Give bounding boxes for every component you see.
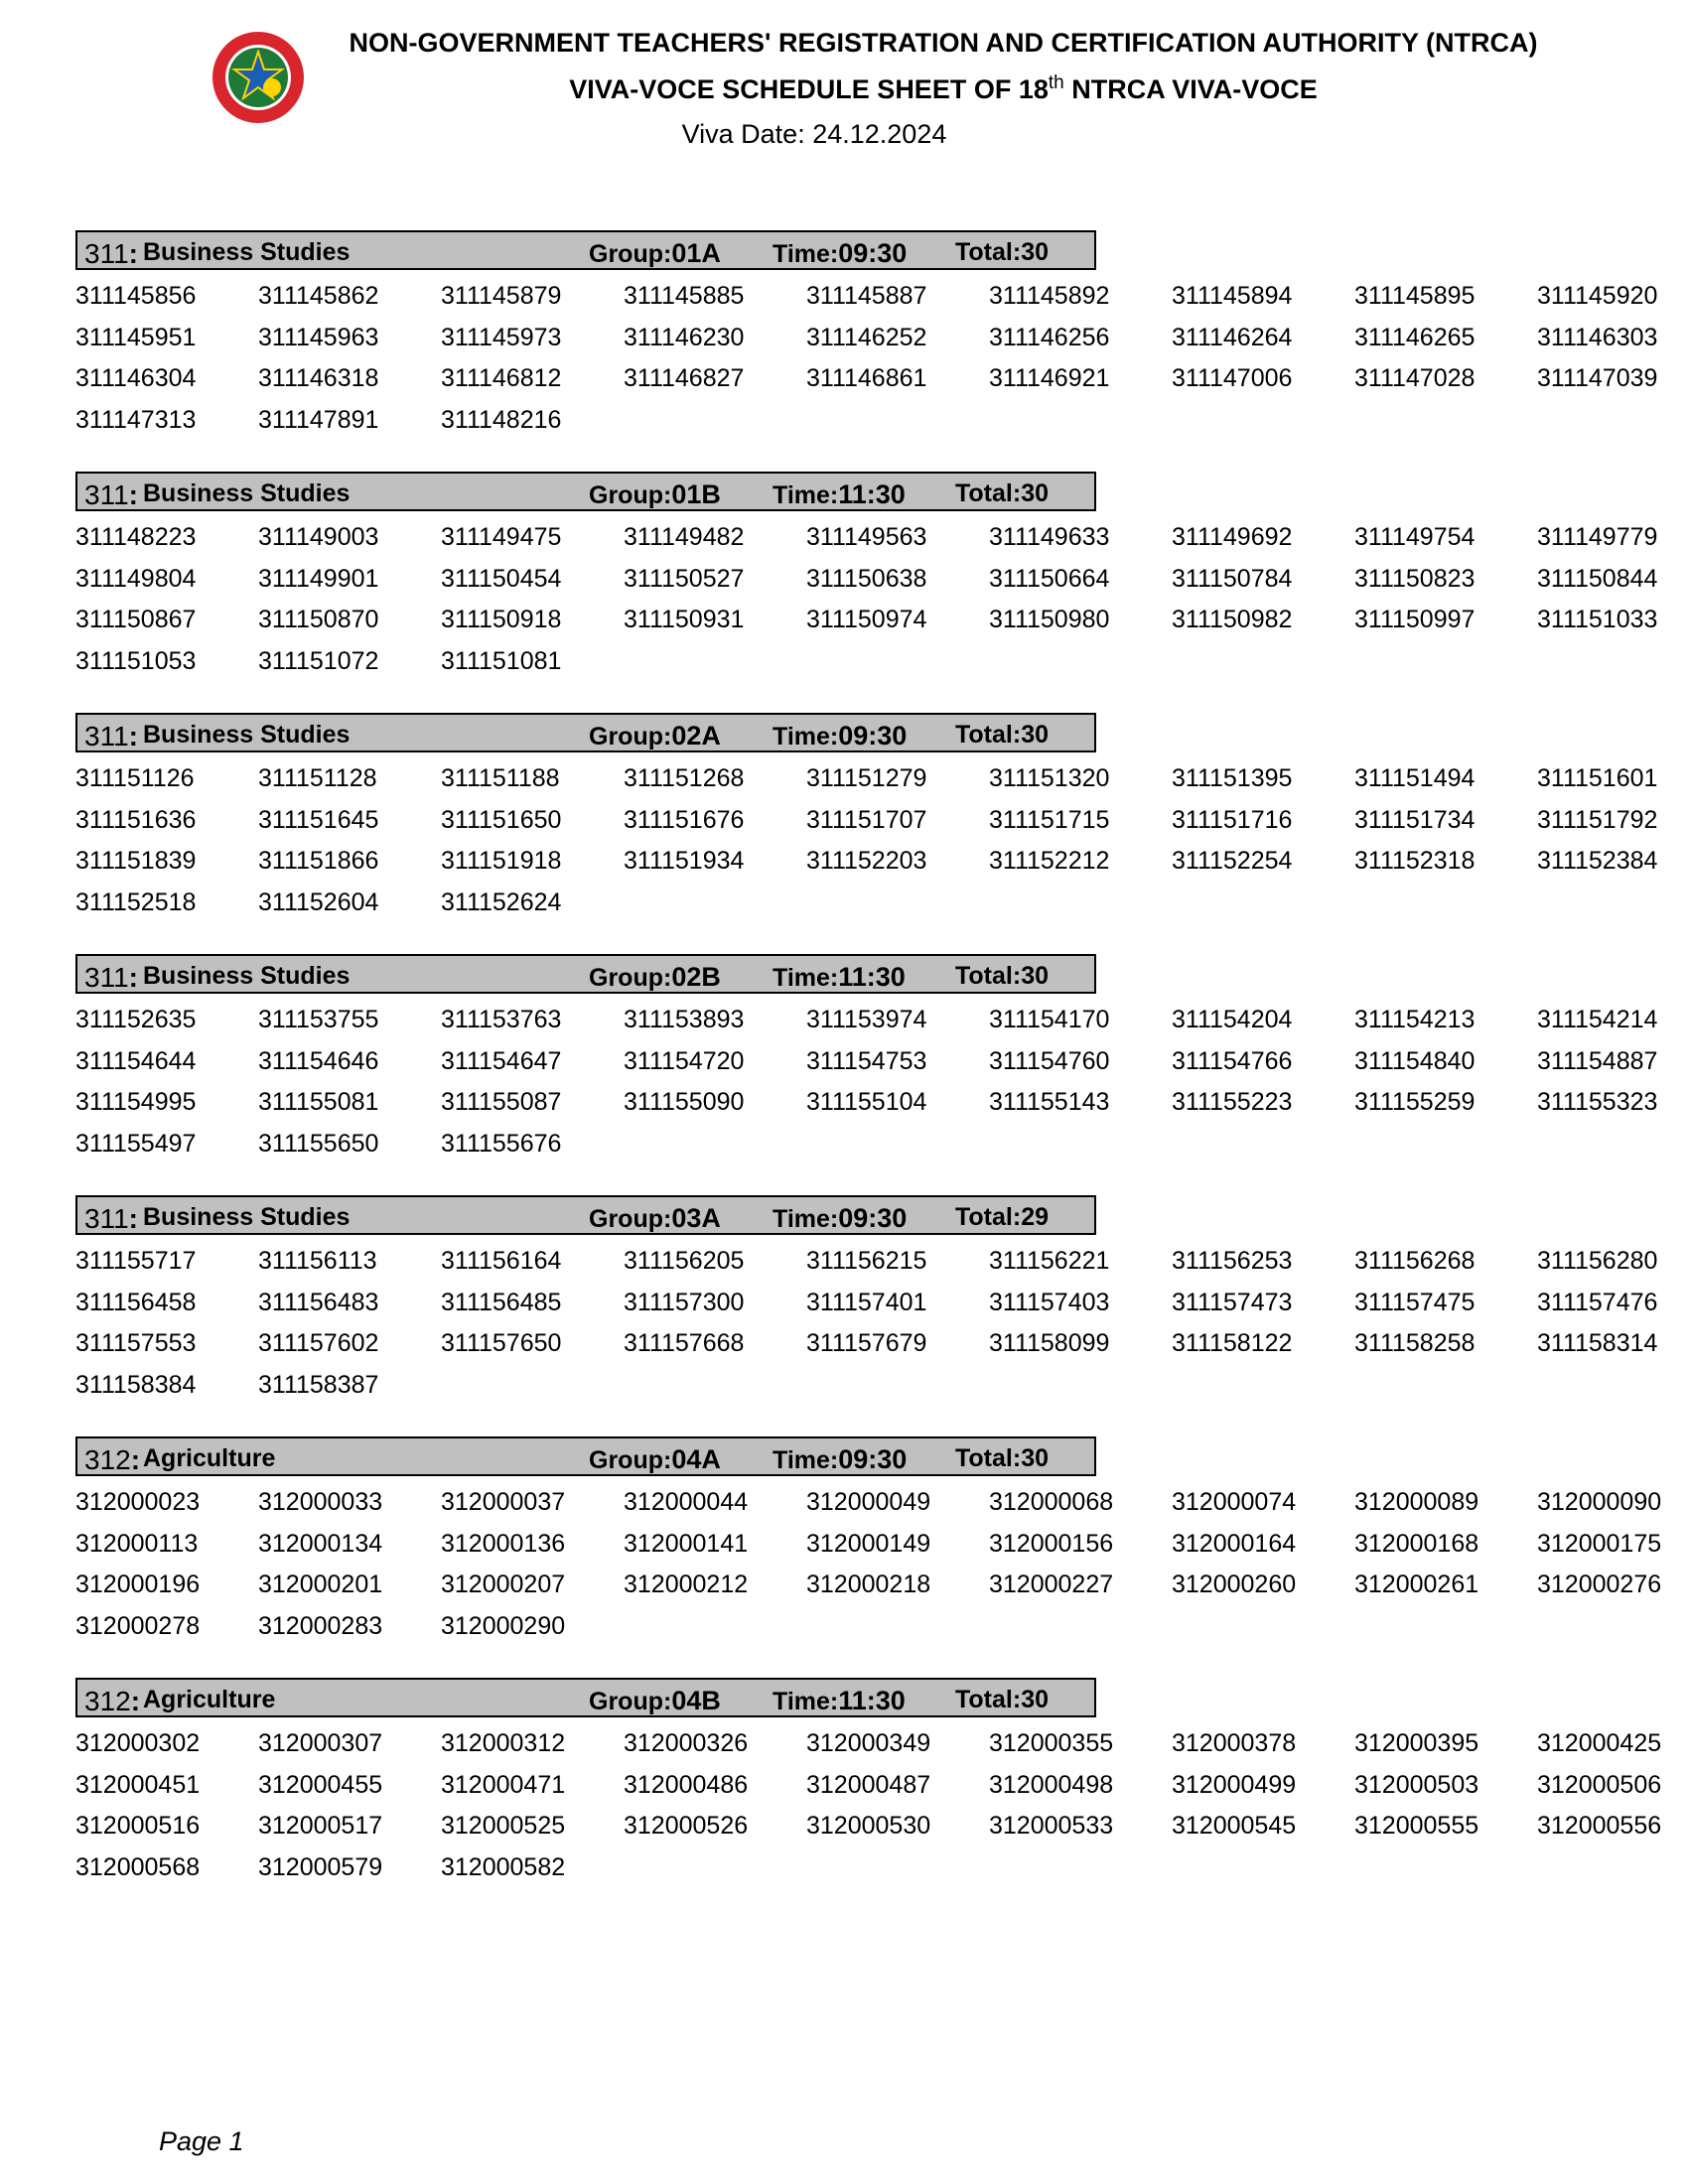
roll-number: 312000201 (258, 1570, 383, 1599)
ntrca-logo (211, 30, 306, 125)
roll-number: 312000049 (806, 1488, 931, 1516)
roll-number: 311149901 (258, 564, 379, 593)
roll-number: 311151395 (1172, 764, 1293, 792)
roll-number: 311151636 (75, 805, 197, 834)
roll-number: 312000568 (75, 1853, 201, 1882)
roll-number: 312000090 (1537, 1488, 1662, 1516)
roll-number: 312000312 (441, 1729, 566, 1757)
roll-number: 311146318 (258, 364, 379, 393)
roll-number: 312000113 (75, 1529, 199, 1558)
roll-number: 311151279 (806, 764, 927, 792)
schedule-title: VIVA-VOCE SCHEDULE SHEET OF 18th NTRCA VIVA-VOCE (569, 72, 1318, 104)
roll-number: 311155081 (258, 1088, 379, 1117)
time-field: Time:11:30 (773, 1686, 906, 1715)
section-header (75, 1195, 1096, 1235)
roll-number: 311149482 (624, 523, 745, 551)
roll-number: 311151707 (806, 805, 927, 834)
roll-number: 312000455 (258, 1770, 383, 1799)
roll-number: 312000545 (1172, 1812, 1297, 1841)
roll-number: 311158384 (75, 1371, 197, 1400)
roll-number: 311156113 (258, 1247, 377, 1275)
roll-number: 311154887 (1537, 1046, 1658, 1075)
roll-number: 311153763 (441, 1006, 562, 1033)
roll-number: 311149563 (806, 523, 927, 551)
roll-number: 311151866 (258, 847, 379, 876)
roll-list (75, 1723, 1664, 1889)
roll-number: 312000378 (1172, 1729, 1297, 1757)
roll-number: 311157679 (806, 1329, 927, 1358)
roll-number: 311150870 (258, 606, 379, 634)
roll-number: 311151188 (441, 764, 560, 792)
roll-number: 311152212 (989, 847, 1110, 876)
roll-number: 312000579 (258, 1853, 383, 1882)
roll-number: 311154170 (989, 1006, 1110, 1033)
total-field: Total:30 (955, 1444, 1049, 1472)
roll-number: 311157602 (258, 1329, 379, 1358)
roll-number: 312000395 (1354, 1729, 1479, 1757)
roll-number: 311155143 (989, 1088, 1110, 1117)
roll-number: 312000486 (624, 1770, 749, 1799)
roll-number: 311145973 (441, 323, 562, 351)
roll-number: 312000136 (441, 1529, 566, 1558)
page-number: Page 1 (159, 2126, 244, 2156)
roll-number: 311146827 (624, 364, 745, 393)
roll-number: 311148216 (441, 406, 562, 435)
roll-number: 312000276 (1537, 1570, 1662, 1599)
subject-name: Agriculture (143, 1444, 276, 1472)
roll-number: 312000290 (441, 1612, 566, 1641)
roll-number: 311145894 (1172, 282, 1293, 310)
roll-number: 311151839 (75, 847, 197, 876)
roll-number: 312000556 (1537, 1812, 1662, 1841)
time-field: Time:09:30 (773, 721, 908, 751)
roll-number: 311151072 (258, 647, 379, 676)
group-field: Group:03A (589, 1203, 721, 1233)
roll-number: 311151053 (75, 647, 197, 676)
schedule-section (75, 472, 1664, 713)
roll-number: 311154760 (989, 1046, 1110, 1075)
total-field: Total:30 (955, 479, 1049, 507)
roll-number: 312000471 (441, 1770, 566, 1799)
roll-number: 311150980 (989, 606, 1110, 634)
group-field: Group:02A (589, 721, 721, 751)
roll-number: 311146230 (624, 323, 745, 351)
roll-number: 311145963 (258, 323, 379, 351)
roll-number: 311150918 (441, 606, 562, 634)
roll-number: 311154753 (806, 1046, 927, 1075)
roll-list (75, 1000, 1664, 1165)
section-header (75, 1436, 1096, 1476)
roll-number: 312000525 (441, 1812, 566, 1841)
schedule-sections (75, 230, 1664, 1919)
subject-code: 311: (84, 479, 138, 510)
roll-number: 312000023 (75, 1488, 201, 1516)
roll-number: 311151934 (624, 847, 745, 876)
total-field: Total:30 (955, 962, 1049, 990)
roll-number: 312000355 (989, 1729, 1114, 1757)
roll-number: 311157553 (75, 1329, 197, 1358)
roll-number: 311158314 (1537, 1329, 1658, 1358)
roll-number: 311155104 (806, 1088, 927, 1117)
roll-number: 312000164 (1172, 1529, 1297, 1558)
subject-name: Business Studies (143, 479, 351, 507)
roll-number: 311155323 (1537, 1088, 1658, 1117)
roll-number: 312000526 (624, 1812, 749, 1841)
roll-number: 312000261 (1354, 1570, 1479, 1599)
roll-number: 311156483 (258, 1288, 379, 1316)
roll-number: 311146252 (806, 323, 927, 351)
roll-number: 312000506 (1537, 1770, 1662, 1799)
roll-list (75, 276, 1664, 442)
roll-number: 311157476 (1537, 1288, 1658, 1316)
section-header (75, 713, 1096, 752)
roll-number: 311145879 (441, 282, 562, 310)
roll-number: 311145920 (1537, 282, 1658, 310)
time-field: Time:11:30 (773, 962, 906, 992)
roll-number: 312000044 (624, 1488, 749, 1516)
roll-number: 311150982 (1172, 606, 1293, 634)
time-field: Time:09:30 (773, 1444, 908, 1474)
group-field: Group:04A (589, 1444, 721, 1474)
roll-number: 311152254 (1172, 847, 1293, 876)
total-field: Total:30 (955, 721, 1049, 749)
roll-number: 311157473 (1172, 1288, 1293, 1316)
roll-number: 311155717 (75, 1247, 197, 1275)
viva-date: Viva Date: 24.12.2024 (681, 119, 947, 149)
roll-number: 311147006 (1172, 364, 1293, 393)
roll-number: 311151918 (441, 847, 562, 876)
roll-number: 311152624 (441, 888, 562, 917)
section-header (75, 230, 1096, 270)
roll-number: 311149003 (258, 523, 379, 551)
roll-number: 311152635 (75, 1006, 197, 1033)
roll-number: 311146812 (441, 364, 562, 393)
roll-number: 311147039 (1537, 364, 1658, 393)
roll-number: 312000326 (624, 1729, 749, 1757)
roll-number: 311155497 (75, 1130, 197, 1159)
roll-number: 312000499 (1172, 1770, 1297, 1799)
roll-number: 311150454 (441, 564, 562, 593)
subject-name: Business Studies (143, 238, 351, 266)
roll-number: 312000168 (1354, 1529, 1479, 1558)
roll-number: 311152203 (806, 847, 927, 876)
roll-number: 311150974 (806, 606, 927, 634)
roll-number: 311156280 (1537, 1247, 1658, 1275)
roll-number: 311150867 (75, 606, 197, 634)
roll-number: 311151128 (258, 764, 377, 792)
roll-number: 311146256 (989, 323, 1110, 351)
total-field: Total:30 (955, 238, 1049, 266)
roll-number: 311146861 (806, 364, 927, 393)
subject-code: 311: (84, 1203, 138, 1234)
roll-number: 312000218 (806, 1570, 931, 1599)
group-field: Group:01B (589, 479, 721, 509)
roll-number: 311152384 (1537, 847, 1658, 876)
roll-number: 312000156 (989, 1529, 1114, 1558)
roll-number: 311149692 (1172, 523, 1293, 551)
roll-list (75, 517, 1664, 683)
roll-number: 311155223 (1172, 1088, 1293, 1117)
roll-number: 311158258 (1354, 1329, 1476, 1358)
roll-number: 311145951 (75, 323, 197, 351)
roll-number: 311151268 (624, 764, 745, 792)
subject-code: 311: (84, 962, 138, 993)
roll-number: 311155676 (441, 1130, 562, 1159)
roll-number: 311157401 (806, 1288, 927, 1316)
roll-number: 312000498 (989, 1770, 1114, 1799)
roll-number: 312000260 (1172, 1570, 1297, 1599)
roll-number: 312000089 (1354, 1488, 1479, 1516)
roll-number: 312000175 (1537, 1529, 1662, 1558)
roll-number: 311151716 (1172, 805, 1293, 834)
roll-number: 311154204 (1172, 1006, 1293, 1033)
subject-code: 312: (84, 1686, 141, 1716)
roll-number: 311145856 (75, 282, 197, 310)
roll-number: 311151320 (989, 764, 1110, 792)
roll-number: 311157403 (989, 1288, 1110, 1316)
subject-code: 311: (84, 721, 138, 751)
roll-number: 312000555 (1354, 1812, 1479, 1841)
schedule-section (75, 713, 1664, 954)
roll-number: 311149779 (1537, 523, 1658, 551)
roll-number: 311151734 (1354, 805, 1476, 834)
roll-number: 311154646 (258, 1046, 379, 1075)
roll-number: 311146264 (1172, 323, 1293, 351)
roll-number: 311150664 (989, 564, 1110, 593)
total-field: Total:30 (955, 1686, 1049, 1713)
roll-number: 312000227 (989, 1570, 1114, 1599)
roll-number: 311145885 (624, 282, 745, 310)
group-field: Group:04B (589, 1686, 721, 1715)
roll-number: 311153893 (624, 1006, 745, 1033)
roll-number: 311156164 (441, 1247, 562, 1275)
roll-number: 312000582 (441, 1853, 566, 1882)
roll-number: 311154766 (1172, 1046, 1293, 1075)
roll-number: 312000302 (75, 1729, 201, 1757)
roll-number: 311154644 (75, 1046, 197, 1075)
schedule-section (75, 1436, 1664, 1678)
subject-name: Business Studies (143, 1203, 351, 1231)
roll-number: 312000451 (75, 1770, 201, 1799)
roll-number: 311154647 (441, 1046, 562, 1075)
time-field: Time:11:30 (773, 479, 906, 509)
roll-number: 311145895 (1354, 282, 1476, 310)
roll-number: 312000349 (806, 1729, 931, 1757)
roll-number: 311145887 (806, 282, 927, 310)
roll-number: 311152518 (75, 888, 197, 917)
roll-number: 312000207 (441, 1570, 566, 1599)
roll-number: 311153755 (258, 1006, 379, 1033)
roll-number: 312000037 (441, 1488, 566, 1516)
roll-number: 311151715 (989, 805, 1110, 834)
section-header (75, 472, 1096, 511)
roll-number: 312000196 (75, 1570, 201, 1599)
roll-number: 312000425 (1537, 1729, 1662, 1757)
roll-list (75, 1482, 1664, 1648)
roll-number: 311146265 (1354, 323, 1476, 351)
roll-number: 311145862 (258, 282, 379, 310)
document-header (0, 0, 1688, 179)
roll-list (75, 758, 1664, 924)
roll-number: 312000134 (258, 1529, 383, 1558)
schedule-section (75, 230, 1664, 472)
group-field: Group:02B (589, 962, 721, 992)
roll-number: 311158387 (258, 1371, 379, 1400)
roll-number: 311156458 (75, 1288, 197, 1316)
roll-number: 311153974 (806, 1006, 927, 1033)
roll-number: 311156205 (624, 1247, 745, 1275)
roll-number: 311156268 (1354, 1247, 1476, 1275)
roll-number: 311155087 (441, 1088, 562, 1117)
roll-number: 311149633 (989, 523, 1110, 551)
roll-number: 311154213 (1354, 1006, 1476, 1033)
roll-number: 312000141 (624, 1529, 749, 1558)
time-field: Time:09:30 (773, 238, 908, 268)
roll-number: 311157668 (624, 1329, 745, 1358)
roll-number: 311147313 (75, 406, 197, 435)
roll-number: 311148223 (75, 523, 197, 551)
roll-number: 311157475 (1354, 1288, 1476, 1316)
roll-number: 311150527 (624, 564, 745, 593)
roll-number: 311150931 (624, 606, 745, 634)
roll-number: 311151033 (1537, 606, 1658, 634)
roll-number: 311156221 (989, 1247, 1110, 1275)
roll-number: 311150823 (1354, 564, 1476, 593)
roll-number: 312000149 (806, 1529, 931, 1558)
roll-number: 311157650 (441, 1329, 562, 1358)
authority-title: NON-GOVERNMENT TEACHERS' REGISTRATION AND CERTIFICATION AUTHORITY (NTRCA) (349, 28, 1538, 58)
roll-number: 311149804 (75, 564, 197, 593)
roll-number: 311156253 (1172, 1247, 1293, 1275)
roll-number: 311151792 (1537, 805, 1658, 834)
roll-number: 311149754 (1354, 523, 1476, 551)
schedule-section (75, 954, 1664, 1195)
roll-number: 311155259 (1354, 1088, 1476, 1117)
roll-number: 311157300 (624, 1288, 745, 1316)
roll-number: 311150638 (806, 564, 927, 593)
roll-number: 311147028 (1354, 364, 1476, 393)
roll-number: 311151650 (441, 805, 562, 834)
roll-number: 311151601 (1537, 764, 1658, 792)
roll-number: 311150997 (1354, 606, 1476, 634)
roll-number: 312000278 (75, 1612, 201, 1641)
roll-number: 311145892 (989, 282, 1110, 310)
subject-name: Business Studies (143, 962, 351, 990)
roll-number: 312000530 (806, 1812, 931, 1841)
roll-number: 311146303 (1537, 323, 1658, 351)
roll-number: 312000307 (258, 1729, 383, 1757)
roll-number: 311151126 (75, 764, 195, 792)
roll-number: 312000487 (806, 1770, 931, 1799)
roll-number: 311156215 (806, 1247, 927, 1275)
subject-code: 311: (84, 238, 138, 269)
roll-number: 312000074 (1172, 1488, 1297, 1516)
roll-number: 311146921 (989, 364, 1110, 393)
roll-number: 312000068 (989, 1488, 1114, 1516)
roll-number: 311154214 (1537, 1006, 1658, 1033)
roll-number: 312000503 (1354, 1770, 1479, 1799)
roll-number: 312000033 (258, 1488, 383, 1516)
roll-number: 311152318 (1354, 847, 1476, 876)
roll-number: 312000283 (258, 1612, 383, 1641)
roll-number: 311151081 (441, 647, 562, 676)
roll-list (75, 1241, 1664, 1407)
roll-number: 311154720 (624, 1046, 745, 1075)
roll-number: 311150844 (1537, 564, 1658, 593)
roll-number: 311150784 (1172, 564, 1293, 593)
roll-number: 311155650 (258, 1130, 379, 1159)
roll-number: 311146304 (75, 364, 197, 393)
roll-number: 311149475 (441, 523, 562, 551)
section-header (75, 954, 1096, 994)
roll-number: 311158099 (989, 1329, 1110, 1358)
subject-name: Business Studies (143, 721, 351, 749)
subject-name: Agriculture (143, 1686, 276, 1713)
time-field: Time:09:30 (773, 1203, 908, 1233)
roll-number: 311154840 (1354, 1046, 1476, 1075)
roll-number: 311152604 (258, 888, 379, 917)
roll-number: 311147891 (258, 406, 379, 435)
section-header (75, 1678, 1096, 1717)
roll-number: 311151645 (258, 805, 379, 834)
subject-code: 312: (84, 1444, 141, 1475)
roll-number: 312000517 (258, 1812, 383, 1841)
total-field: Total:29 (955, 1203, 1049, 1231)
group-field: Group:01A (589, 238, 721, 268)
schedule-section (75, 1678, 1664, 1919)
roll-number: 312000533 (989, 1812, 1114, 1841)
roll-number: 312000212 (624, 1570, 749, 1599)
roll-number: 311156485 (441, 1288, 562, 1316)
roll-number: 311151494 (1354, 764, 1476, 792)
roll-number: 312000516 (75, 1812, 201, 1841)
roll-number: 311158122 (1172, 1329, 1293, 1358)
roll-number: 311154995 (75, 1088, 197, 1117)
roll-number: 311155090 (624, 1088, 745, 1117)
roll-number: 311151676 (624, 805, 745, 834)
schedule-section (75, 1195, 1664, 1436)
